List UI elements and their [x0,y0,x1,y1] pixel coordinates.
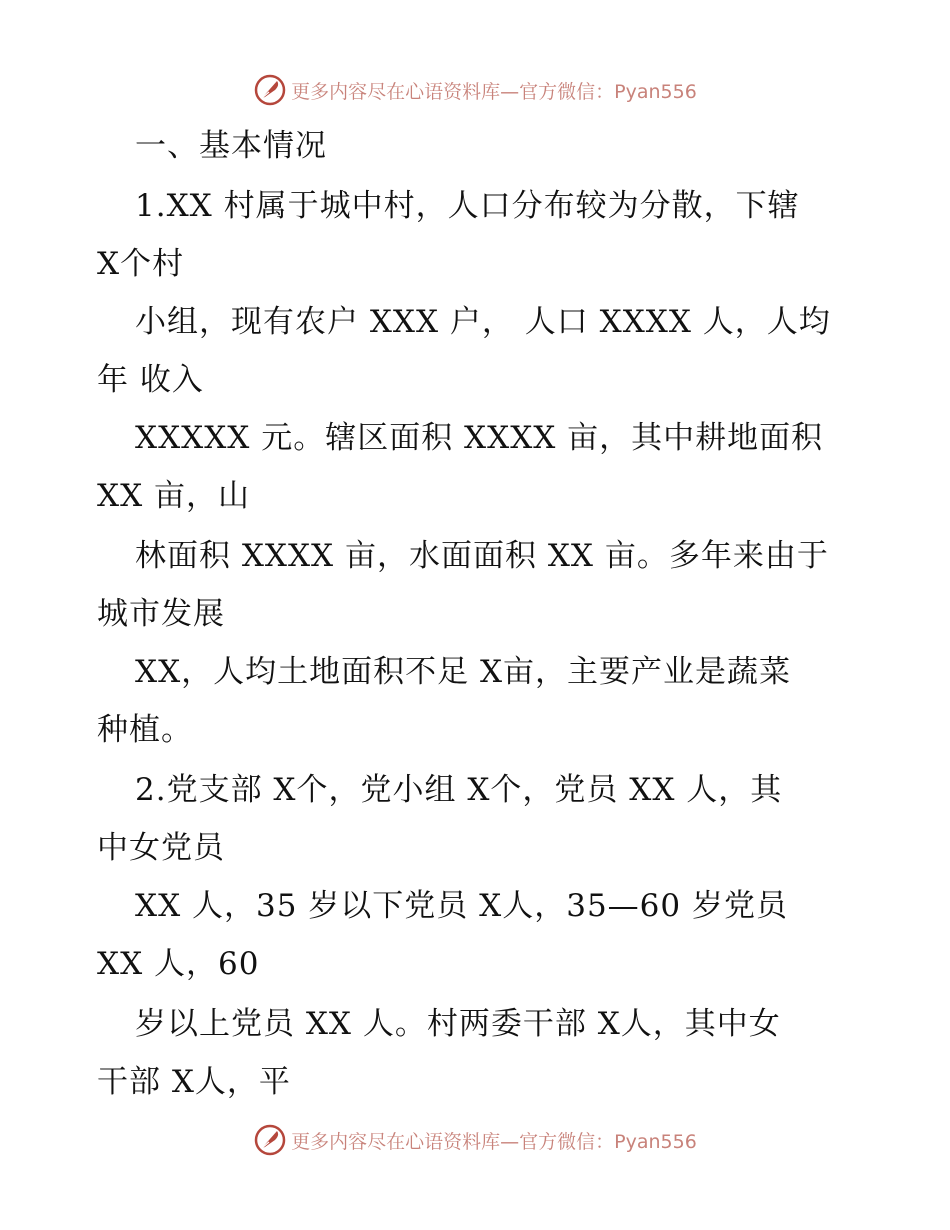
section-heading: 一、基本情况 [135,128,327,164]
watermark-text: 更多内容尽在心语资料库—官方微信：Pyan556 [291,1130,697,1153]
text-line: 2.党支部 X个，党小组 X个，党员 XX 人，其 [135,772,783,808]
text-line: XX，人均土地面积不足 X亩，主要产业是蔬菜 [135,654,792,690]
text-line: XXXXX 元。辖区面积 XXXX 亩，其中耕地面积 [135,420,824,456]
watermark-text: 更多内容尽在心语资料库—官方微信：Pyan556 [291,80,697,103]
text-line: 城市发展 [97,596,225,632]
text-line: 1.XX 村属于城中村，人口分布较为分散，下辖 [135,188,800,224]
text-line: 年 收入 [97,362,204,398]
text-line: XX 人，60 [97,946,260,982]
watermark-banner-bottom [0,1120,950,1160]
text-line: 小组，现有农户 XXX 户， 人口 XXXX 人，人均 [135,304,831,340]
text-line: X个村 [97,246,185,282]
feather-pen-circle-icon [253,1123,287,1157]
text-line: 林面积 XXXX 亩，水面面积 XX 亩。多年来由于 [135,538,829,574]
watermark-banner-top [0,70,950,110]
text-line: 岁以上党员 XX 人。村两委干部 X人，其中女 [135,1006,781,1042]
feather-pen-circle-icon [253,73,287,107]
text-line: 中女党员 [97,830,225,866]
text-line: 种植。 [97,712,193,748]
text-line: XX 亩，山 [97,478,250,514]
text-line: 干部 X人，平 [97,1064,291,1100]
text-line: XX 人，35 岁以下党员 X人，35—60 岁党员 [135,888,788,924]
